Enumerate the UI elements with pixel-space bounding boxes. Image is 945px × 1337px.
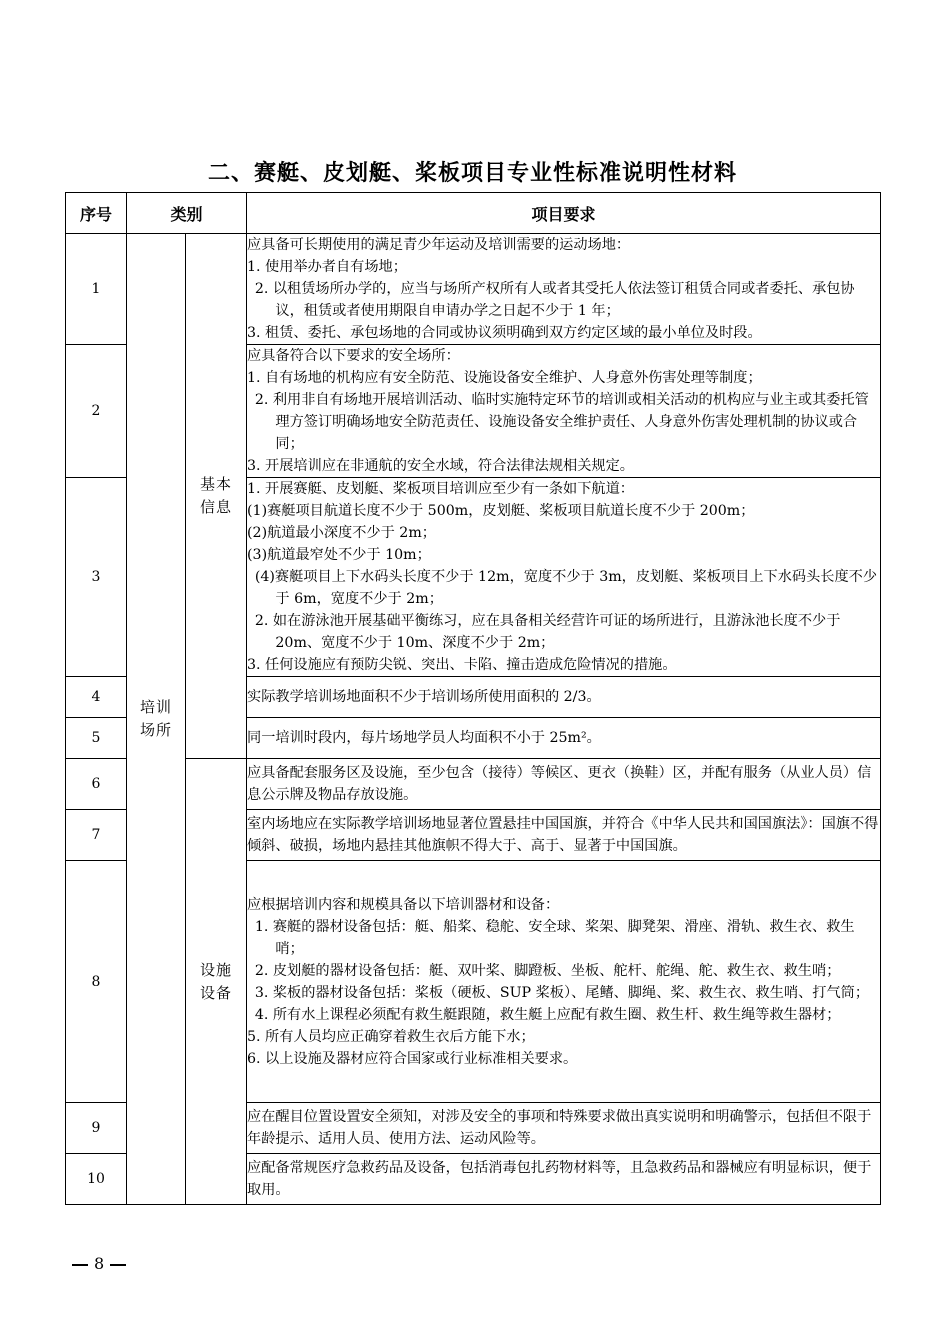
table-row	[66, 759, 881, 810]
req-line: 2. 利用非自有场地开展培训活动、临时实施特定环节的培训或相关活动的机构应与业主或其委托管理方签订明确场地安全防范责任、设施设备安全维护责任、人身意外伤害处理机制的协议或合同；	[254, 392, 869, 452]
req-line: 1. 使用举办者自有场地；	[247, 259, 407, 275]
req-line: 应根据培训内容和规模具备以下培训器材和设备：	[247, 896, 560, 913]
row-number: 5	[66, 718, 127, 759]
table-row	[66, 234, 881, 345]
req-line: 同一培训时段内，每片场地学员人均面积不小于 25m²。	[247, 730, 601, 746]
page-title: 二、赛艇、皮划艇、桨板项目专业性标准说明性材料	[207, 161, 737, 186]
standards-table	[65, 192, 881, 1205]
row-number: 8	[66, 861, 127, 1103]
footer-dash-right	[110, 1264, 126, 1266]
req-line: 应具备配套服务区及设施，至少包含（接待）等候区、更衣（换鞋）区，并配有服务（从业人员）信息公示牌及物品存放设施。	[247, 765, 872, 803]
row-number: 10	[66, 1154, 127, 1205]
requirement-cell	[247, 861, 881, 1103]
header-category: 类别	[127, 193, 247, 234]
req-line: 2. 皮划艇的器材设备包括：艇、双叶桨、脚蹬板、坐板、舵杆、舵绳、舵、救生衣、救生哨；	[254, 962, 841, 979]
req-line: 5. 所有人员均应正确穿着救生衣后方能下水；	[247, 1028, 535, 1045]
footer-dash-left	[72, 1264, 88, 1266]
req-line: 6. 以上设施及器材应符合国家或行业标准相关要求。	[247, 1050, 578, 1067]
subcategory-facilities	[186, 759, 247, 1205]
row-number: 2	[66, 345, 127, 478]
requirement-cell	[247, 759, 881, 810]
requirement-cell	[247, 345, 881, 478]
req-line: 1. 自有场地的机构应有安全防范、设施设备安全维护、人身意外伤害处理等制度；	[247, 370, 762, 386]
page-number: 8	[94, 1254, 105, 1273]
req-line: 1. 赛艇的器材设备包括：艇、船桨、稳舵、安全球、桨架、脚凳架、滑座、滑轨、救生衣、救生哨；	[254, 918, 855, 957]
req-line: 3. 开展培训应在非通航的安全水域，符合法律法规相关规定。	[247, 458, 634, 474]
requirement-cell	[247, 1103, 881, 1154]
req-line: (3)航道最窄处不少于 10m；	[247, 547, 431, 563]
req-line: 2. 如在游泳池开展基础平衡练习，应在具备相关经营许可证的场所进行，且游泳池长度不少于 20m、宽度不少于 10m、深度不少于 2m；	[254, 613, 841, 651]
subcategory-facilities-label: 设施设备	[199, 960, 232, 1002]
requirement-cell	[247, 677, 881, 718]
req-line: 应在醒目位置设置安全须知，对涉及安全的事项和特殊要求做出真实说明和明确警示，包括但不限于年龄提示、适用人员、使用方法、运动风险等。	[247, 1109, 872, 1147]
requirement-cell	[247, 718, 881, 759]
req-line: 实际教学培训场地面积不少于培训场所使用面积的 2/3。	[247, 689, 601, 705]
req-line: 应具备可长期使用的满足青少年运动及培训需要的运动场地：	[247, 237, 631, 253]
req-line: 3. 租赁、委托、承包场地的合同或协议须明确到双方约定区域的最小单位及时段。	[247, 325, 762, 341]
row-number: 7	[66, 810, 127, 861]
table-header-row	[66, 193, 881, 234]
requirement-cell	[247, 478, 881, 677]
requirement-cell	[247, 1154, 881, 1205]
requirement-cell	[247, 810, 881, 861]
page-footer	[66, 1254, 132, 1273]
row-number: 1	[66, 234, 127, 345]
row-number: 6	[66, 759, 127, 810]
category-training-site-label: 培训场所	[139, 698, 172, 739]
row-number: 9	[66, 1103, 127, 1154]
req-line: (4)赛艇项目上下水码头长度不少于 12m，宽度不少于 3m，皮划艇、桨板项目上下水码头长度不少于 6m，宽度不少于 2m；	[254, 569, 878, 607]
req-line: 应配备常规医疗急救药品及设备，包括消毒包扎药物材料等，且急救药品和器械应有明显标识，便于取用。	[247, 1160, 872, 1198]
req-line: (2)航道最小深度不少于 2m；	[247, 525, 436, 541]
requirement-cell	[247, 234, 881, 345]
req-line: 3. 任何设施应有预防尖锐、突出、卡陷、撞击造成危险情况的措施。	[247, 657, 677, 673]
req-line: 室内场地应在实际教学培训场地显著位置悬挂中国国旗，并符合《中华人民共和国国旗法》：国旗不得倾斜、破损，场地内悬挂其他旗帜不得大于、高于、显著于中国国旗。	[247, 816, 879, 854]
req-line: 应具备符合以下要求的安全场所：	[247, 348, 460, 364]
row-number: 3	[66, 478, 127, 677]
req-line: (1)赛艇项目航道长度不少于 500m，皮划艇、桨板项目航道长度不少于 200m；	[247, 503, 755, 519]
subcategory-basic-info-label: 基本信息	[199, 475, 232, 516]
req-line: 4. 所有水上课程必须配有救生艇跟随，救生艇上应配有救生圈、救生杆、救生绳等救生器材；	[254, 1006, 841, 1023]
row-number: 4	[66, 677, 127, 718]
header-num: 序号	[66, 193, 127, 234]
req-line: 3. 桨板的器材设备包括：桨板（硬板、SUP 桨板）、尾鳍、脚绳、桨、救生衣、救生哨、打气筒；	[254, 984, 870, 1001]
req-line: 2. 以租赁场所办学的，应当与场所产权所有人或者其受托人依法签订租赁合同或者委托、承包协议，租赁或者使用期限自申请办学之日起不少于 1 年；	[254, 281, 855, 319]
header-requirements: 项目要求	[247, 193, 881, 234]
subcategory-basic-info	[186, 234, 247, 759]
category-training-site	[127, 234, 186, 1205]
req-line: 1. 开展赛艇、皮划艇、桨板项目培训应至少有一条如下航道：	[247, 481, 634, 497]
